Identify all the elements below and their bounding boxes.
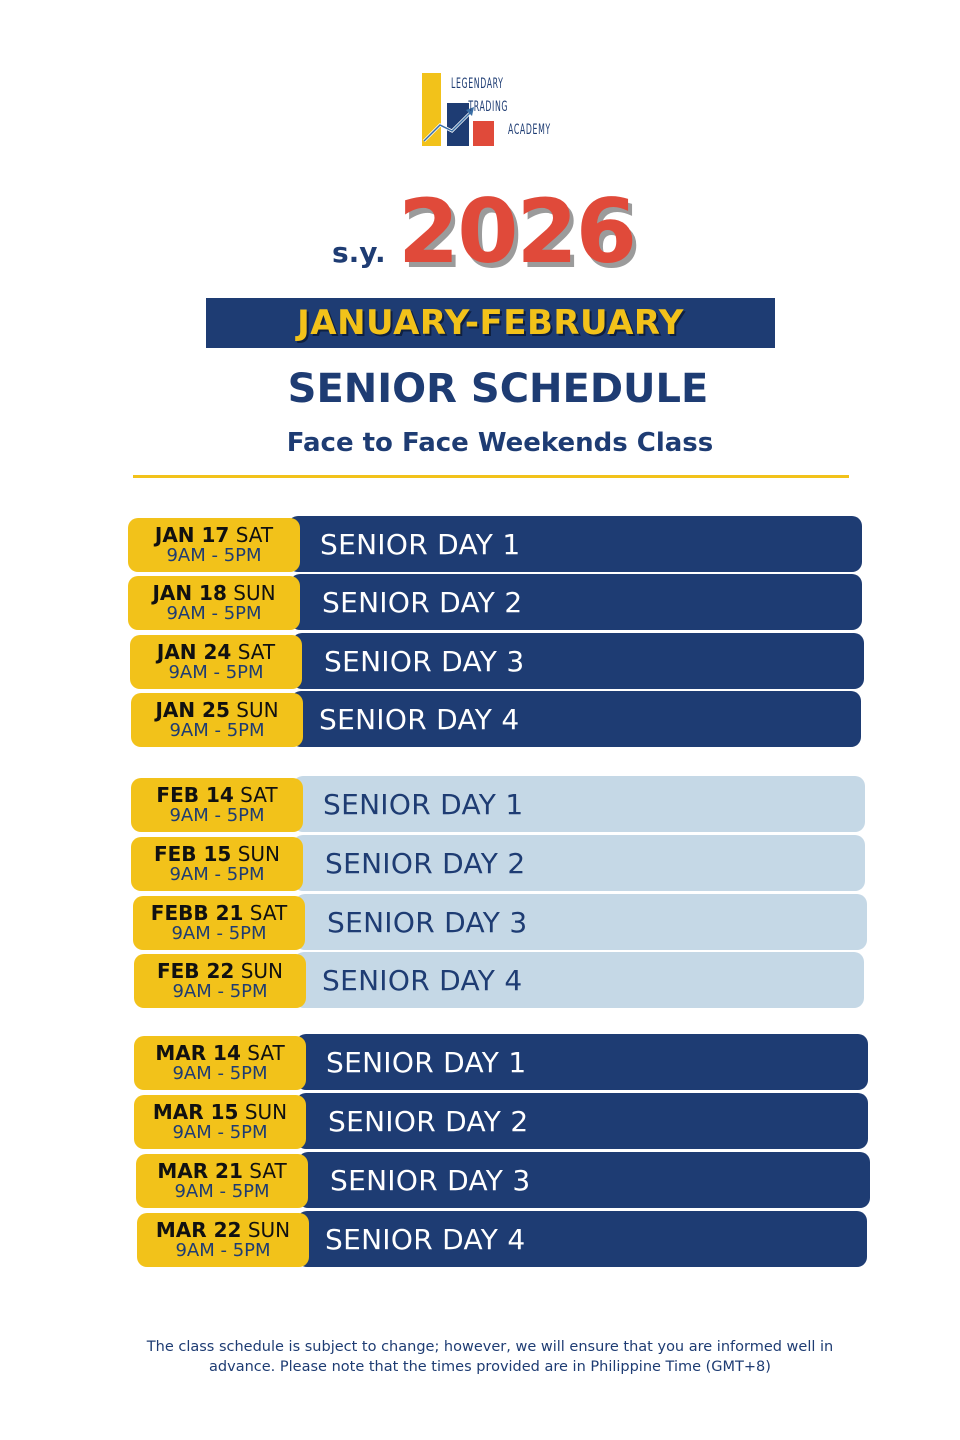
session-bar bbox=[296, 1034, 868, 1090]
session-date: JAN 24 bbox=[156, 640, 232, 664]
session-weekday: SAT bbox=[247, 1041, 285, 1065]
schedule-row bbox=[134, 952, 864, 1008]
session-date-line bbox=[137, 1219, 309, 1241]
schedule-row bbox=[133, 894, 867, 950]
session-date: FEBB 21 bbox=[150, 901, 244, 925]
date-pill bbox=[137, 1213, 309, 1267]
session-weekday: SAT bbox=[235, 523, 274, 547]
session-time: 9AM - 5PM bbox=[172, 981, 268, 1002]
schedule-row bbox=[136, 1152, 870, 1208]
academy-logo bbox=[422, 73, 567, 149]
session-date: MAR 21 bbox=[157, 1159, 243, 1183]
date-pill bbox=[130, 635, 302, 689]
session-label: SENIOR DAY 2 bbox=[328, 1104, 529, 1138]
schedule-row bbox=[130, 633, 864, 689]
schedule-row bbox=[134, 1034, 868, 1090]
session-weekday: SAT bbox=[249, 901, 288, 925]
session-bar bbox=[293, 835, 865, 891]
session-bar bbox=[298, 1152, 870, 1208]
session-time: 9AM - 5PM bbox=[171, 923, 267, 944]
date-pill bbox=[134, 1095, 306, 1149]
session-date-line bbox=[130, 641, 302, 663]
session-date-line bbox=[134, 960, 306, 982]
logo-line-1: LEGENDARY bbox=[451, 76, 504, 92]
session-weekday: SAT bbox=[249, 1159, 287, 1183]
session-bar bbox=[296, 1093, 868, 1149]
session-weekday: SUN bbox=[236, 698, 279, 722]
session-date-line bbox=[133, 902, 305, 924]
logo-wordmark bbox=[451, 73, 551, 142]
date-pill bbox=[134, 954, 306, 1008]
session-time: 9AM - 5PM bbox=[169, 864, 265, 885]
session-label: SENIOR DAY 4 bbox=[319, 702, 520, 736]
date-pill bbox=[136, 1154, 308, 1208]
session-date-line bbox=[136, 1160, 308, 1182]
session-label: SENIOR DAY 2 bbox=[322, 585, 523, 619]
session-date-line bbox=[131, 699, 303, 721]
session-label: SENIOR DAY 4 bbox=[322, 963, 523, 997]
session-date: JAN 18 bbox=[152, 581, 227, 605]
session-date-line bbox=[134, 1042, 306, 1064]
divider bbox=[133, 475, 849, 478]
schedule-row bbox=[128, 574, 862, 630]
session-bar bbox=[290, 574, 862, 630]
date-pill bbox=[128, 518, 300, 572]
schedule-row bbox=[131, 776, 865, 832]
footer-line-2: advance. Please note that the times provided are in Philippine Time (GMT+8) bbox=[209, 1359, 771, 1375]
session-time: 9AM - 5PM bbox=[168, 662, 264, 683]
session-date: MAR 14 bbox=[155, 1041, 241, 1065]
session-time: 9AM - 5PM bbox=[169, 720, 265, 741]
session-weekday: SUN bbox=[233, 581, 276, 605]
session-label: SENIOR DAY 1 bbox=[326, 1045, 527, 1079]
session-time: 9AM - 5PM bbox=[175, 1240, 271, 1261]
date-pill bbox=[133, 896, 305, 950]
session-label: SENIOR DAY 1 bbox=[323, 787, 524, 821]
session-weekday: SUN bbox=[237, 842, 281, 866]
footer-note bbox=[0, 1337, 960, 1377]
session-time: 9AM - 5PM bbox=[166, 603, 262, 624]
school-year-prefix: s.y. bbox=[332, 236, 386, 269]
session-date: JAN 25 bbox=[155, 698, 230, 722]
date-pill bbox=[131, 693, 303, 747]
session-date-line bbox=[128, 582, 300, 604]
logo-line-2: TRADING bbox=[468, 99, 509, 115]
session-date-line bbox=[131, 843, 303, 865]
date-pill bbox=[128, 576, 300, 630]
session-date: MAR 22 bbox=[155, 1218, 242, 1242]
session-date: MAR 15 bbox=[152, 1100, 239, 1124]
schedule-subtitle: Face to Face Weekends Class bbox=[286, 428, 714, 458]
date-pill bbox=[131, 837, 303, 891]
date-pill bbox=[131, 778, 303, 832]
session-bar bbox=[297, 1211, 867, 1267]
session-label: SENIOR DAY 4 bbox=[325, 1222, 526, 1256]
session-label: SENIOR DAY 3 bbox=[330, 1163, 531, 1197]
session-time: 9AM - 5PM bbox=[169, 805, 265, 826]
session-date: JAN 17 bbox=[154, 523, 230, 547]
schedule-row bbox=[131, 691, 861, 747]
session-bar bbox=[291, 691, 861, 747]
school-year: 2026 bbox=[398, 180, 635, 283]
session-date-line bbox=[134, 1101, 306, 1123]
session-time: 9AM - 5PM bbox=[166, 545, 262, 566]
session-weekday: SUN bbox=[240, 959, 284, 983]
schedule-title: SENIOR SCHEDULE bbox=[287, 366, 709, 412]
session-label: SENIOR DAY 1 bbox=[320, 527, 521, 561]
session-time: 9AM - 5PM bbox=[172, 1122, 268, 1143]
month-banner bbox=[206, 298, 775, 348]
session-weekday: SAT bbox=[237, 640, 276, 664]
session-bar bbox=[288, 516, 862, 572]
session-label: SENIOR DAY 2 bbox=[325, 846, 526, 880]
session-date: FEB 14 bbox=[156, 783, 234, 807]
month-range: JANUARY-FEBRUARY bbox=[297, 303, 684, 343]
session-weekday: SAT bbox=[240, 783, 278, 807]
session-weekday: SUN bbox=[244, 1100, 288, 1124]
date-pill bbox=[134, 1036, 306, 1090]
session-bar bbox=[292, 633, 864, 689]
session-date: FEB 22 bbox=[156, 959, 235, 983]
session-label: SENIOR DAY 3 bbox=[327, 905, 528, 939]
schedule-row bbox=[131, 835, 865, 891]
session-bar bbox=[294, 952, 864, 1008]
session-label: SENIOR DAY 3 bbox=[324, 644, 525, 678]
session-time: 9AM - 5PM bbox=[174, 1181, 270, 1202]
session-date: FEB 15 bbox=[153, 842, 232, 866]
schedule-row bbox=[128, 516, 862, 572]
session-date-line bbox=[131, 784, 303, 806]
logo-line-3: ACADEMY bbox=[508, 122, 551, 138]
session-time: 9AM - 5PM bbox=[172, 1063, 268, 1084]
session-date-line bbox=[128, 524, 300, 546]
footer-line-1: The class schedule is subject to change; however, we will ensure that you are informed well in bbox=[146, 1339, 834, 1355]
schedule-row bbox=[137, 1211, 867, 1267]
session-bar bbox=[295, 894, 867, 950]
session-bar bbox=[293, 776, 865, 832]
schedule-row bbox=[134, 1093, 868, 1149]
session-weekday: SUN bbox=[247, 1218, 291, 1242]
